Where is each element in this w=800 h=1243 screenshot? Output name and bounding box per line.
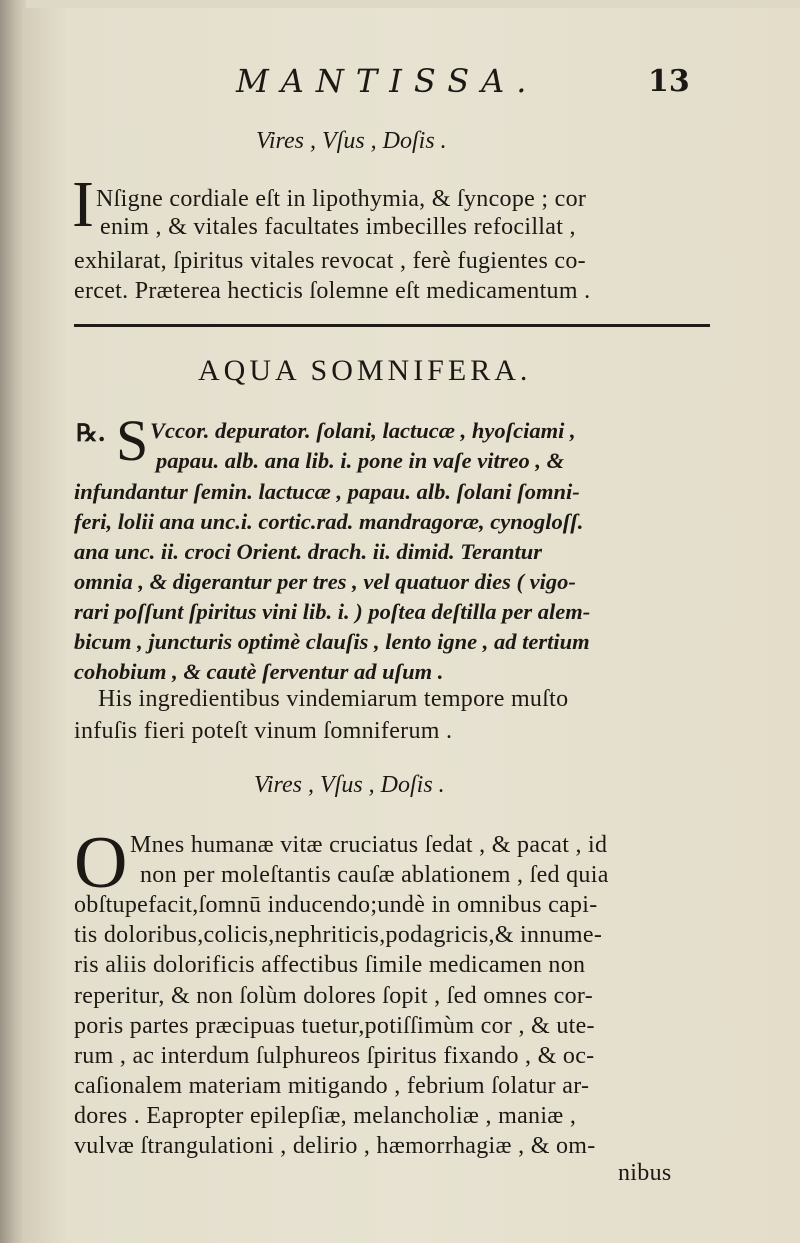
- section2-line-10: dores . Eapropter epilepſiæ, melancholiæ , maniæ ,: [74, 1103, 577, 1129]
- recipe-title: AQUA SOMNIFERA.: [198, 354, 532, 387]
- section1-dropcap: I: [72, 168, 94, 241]
- recipe-line-1: Vccor. depurator. ſolani, lactucæ , hyoſciami ,: [150, 418, 576, 443]
- running-header: MANTISSA.: [236, 62, 539, 100]
- recipe-line-4: feri, lolii ana unc.i. cortic.rad. mandragoræ, cynogloſſ.: [74, 509, 584, 534]
- section1-line-3: exhilarat, ſpiritus vitales revocat , ferè fugientes co-: [74, 248, 586, 274]
- recipe-line-3: infundantur ſemin. lactucæ , papau. alb. ſolani ſomni-: [74, 479, 580, 504]
- recipe-line-5: ana unc. ii. croci Orient. drach. ii. dimid. Terantur: [74, 539, 542, 564]
- section2-line-2: non per moleſtantis cauſæ ablationem , ſed quia: [140, 862, 609, 888]
- section2-line-5: ris aliis dolorificis affectibus ſimile medicamen non: [74, 952, 586, 978]
- recipe-line-2: papau. alb. ana lib. i. pone in vaſe vitreo , &: [156, 448, 565, 473]
- section2-dropcap: O: [74, 822, 128, 904]
- section2-subhead: Vires , Vſus , Doſis .: [254, 772, 445, 798]
- section1-line-4: ercet. Præterea hecticis ſolemne eſt medicamentum .: [74, 278, 591, 304]
- recipe-symbol: ℞.: [76, 418, 106, 447]
- catchword: nibus: [618, 1160, 672, 1186]
- section2-line-8: rum , ac interdum ſulphureos ſpiritus fixando , & oc-: [74, 1043, 595, 1069]
- recipe-line-6: omnia , & digerantur per tres , vel quatuor dies ( vigo-: [74, 569, 576, 594]
- horizontal-rule: [74, 324, 710, 327]
- recipe-note-line-2: infuſis fieri poteſt vinum ſomniferum .: [74, 718, 453, 744]
- section2-line-1: Mnes humanæ vitæ cruciatus ſedat , & pacat , id: [130, 832, 608, 858]
- section2-line-11: vulvæ ſtrangulationi , delirio , hæmorrhagiæ , & om-: [74, 1133, 596, 1159]
- page-number: 13: [648, 64, 690, 99]
- section1-subhead: Vires , Vſus , Doſis .: [256, 128, 447, 154]
- recipe-line-7: rari poſſunt ſpiritus vini lib. i. ) poſtea deſtilla per alem-: [74, 599, 591, 624]
- recipe-line-9: cohobium , & cautè ſerventur ad uſum .: [74, 659, 444, 684]
- section1-line-1: Nſigne cordiale eſt in lipothymia, & ſyncope ; cor: [96, 186, 587, 212]
- section2-line-6: reperitur, & non ſolùm dolores ſopit , ſed omnes cor-: [74, 983, 594, 1009]
- section2-line-7: poris partes præcipuas tuetur,potiſſimùm cor , & ute-: [74, 1013, 595, 1039]
- section2-line-4: tis doloribus,colicis,nephriticis,podagricis,& innume-: [74, 922, 603, 948]
- recipe-dropcap: S: [116, 408, 149, 473]
- recipe-line-8: bicum , juncturis optimè clauſis , lento igne , ad tertium: [74, 629, 590, 654]
- recipe-note-line-1: His ingredientibus vindemiarum tempore muſto: [98, 686, 569, 712]
- section1-line-2: enim , & vitales facultates imbecilles refocillat ,: [100, 214, 576, 240]
- section2-line-9: caſionalem materiam mitigando , febrium ſolatur ar-: [74, 1073, 590, 1099]
- section2-line-3: obſtupefacit,ſomnū inducendo;undè in omnibus capi-: [74, 892, 598, 918]
